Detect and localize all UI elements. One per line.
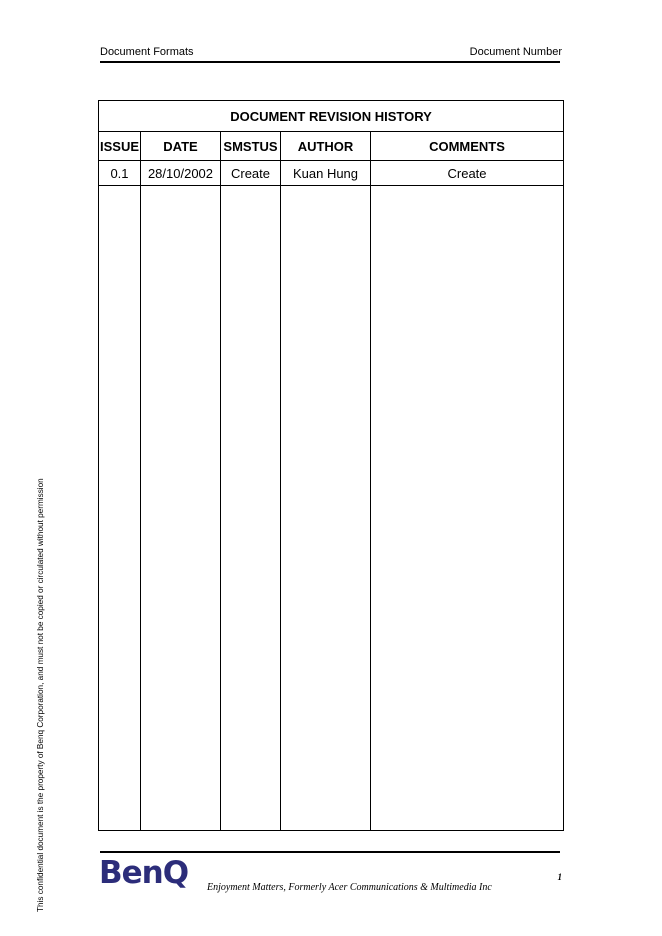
revision-history-table bbox=[98, 100, 564, 831]
empty-cell bbox=[371, 186, 564, 831]
page-number: 1 bbox=[557, 872, 562, 882]
column-header-date: DATE bbox=[141, 132, 221, 161]
empty-cell bbox=[281, 186, 371, 831]
cell-issue: 0.1 bbox=[99, 161, 141, 186]
empty-cell bbox=[221, 186, 281, 831]
cell-date: 28/10/2002 bbox=[141, 161, 221, 186]
table-empty-area bbox=[99, 186, 564, 831]
benq-logo: BenQ bbox=[99, 855, 189, 891]
confidentiality-notice: This confidential document is the property of Benq Corporation, and must not be copied or circulated without permission bbox=[36, 478, 45, 912]
cell-author: Kuan Hung bbox=[281, 161, 371, 186]
column-header-status: SMSTUS bbox=[221, 132, 281, 161]
column-header-comments: COMMENTS bbox=[371, 132, 564, 161]
header-document-number: Document Number bbox=[469, 46, 562, 58]
header-divider bbox=[100, 61, 560, 63]
table-row bbox=[99, 161, 564, 186]
column-header-author: AUTHOR bbox=[281, 132, 371, 161]
cell-status: Create bbox=[221, 161, 281, 186]
cell-comments: Create bbox=[371, 161, 564, 186]
header-document-formats: Document Formats bbox=[100, 46, 194, 58]
table-title-row bbox=[99, 101, 564, 132]
column-header-issue: ISSUE bbox=[99, 132, 141, 161]
table-header-row bbox=[99, 132, 564, 161]
empty-cell bbox=[99, 186, 141, 831]
empty-cell bbox=[141, 186, 221, 831]
footer-tagline: Enjoyment Matters, Formerly Acer Communications & Multimedia Inc bbox=[207, 882, 492, 893]
table-title: DOCUMENT REVISION HISTORY bbox=[99, 101, 564, 132]
footer-divider bbox=[100, 851, 560, 853]
